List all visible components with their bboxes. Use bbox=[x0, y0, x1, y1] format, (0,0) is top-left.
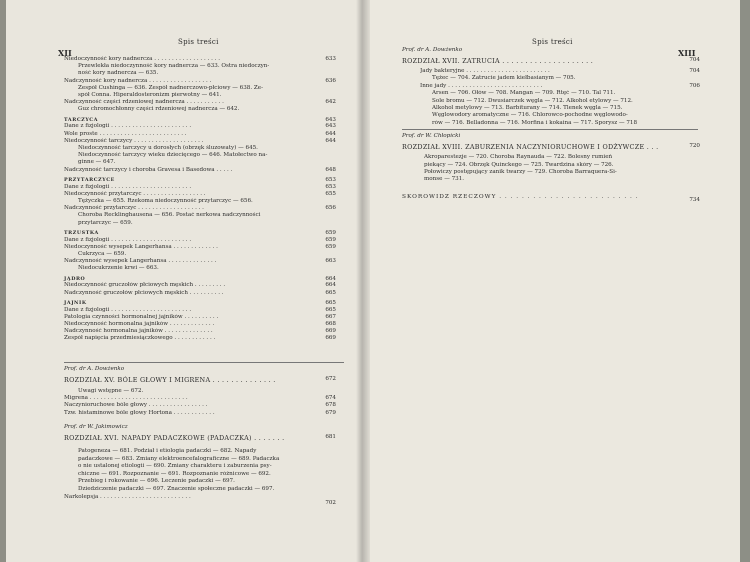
left-page bbox=[6, 0, 362, 562]
toc-line: Zespół Cushinga — 636. Zespół nadnerczowo-płciowy — 638. Ze- bbox=[78, 84, 263, 91]
toc-line: Dziedziczenie padaczki — 697. Znaczenie społeczne padaczki — 697. bbox=[78, 486, 275, 492]
toc-page-number: 659 bbox=[325, 243, 336, 250]
toc-section: TRZUSTKA bbox=[64, 229, 99, 236]
toc-line: Przewlekła niedoczynność kory nadnercza — 633. Ostra niedoczyn- bbox=[78, 63, 270, 70]
toc-line: Choroba Recklinghausena — 656. Postać nerkowa nadczynności bbox=[78, 212, 261, 219]
chapter-title: ROZDZIAŁ XVIII. ZABURZENIA NACZYNIORUCHOWE I ODŻYWCZE . . . bbox=[402, 143, 659, 152]
toc-page-number: 720 bbox=[689, 143, 700, 150]
toc-page-number: 643 bbox=[325, 116, 336, 123]
toc-line: Sole bromu — 712. Dwusiarczek węgla — 712. Alkohol etylowy — 712. bbox=[432, 97, 633, 104]
right-page-header: Spis treści bbox=[532, 38, 573, 46]
toc-line: Narkolepsja . . . . . . . . . . . . . . . . . . . . . . . . . . bbox=[64, 493, 191, 500]
toc-line: Tężyczka — 655. Rzekoma niedoczynność przytarczyc — 656. bbox=[78, 198, 253, 204]
toc-line: Patologia czynności hormonalnej jajników . . . . . . . . . . bbox=[64, 313, 219, 320]
toc-line: Niedoczynność gruczołów płciowych męskich . . . . . . . . . bbox=[64, 282, 226, 289]
chapter-rule bbox=[64, 362, 344, 363]
chapter-author: Prof. dr A. Dowżenko bbox=[64, 366, 125, 372]
toc-page-number: 667 bbox=[325, 313, 336, 320]
toc-line: Nadczynność wysepek Langerhansa . . . . . . . . . . . . . . bbox=[64, 258, 217, 265]
toc-page-number: 655 bbox=[325, 190, 336, 197]
toc-line: o nie ustalonej etiologii — 690. Zmiany charakteru i zaburzenia psy- bbox=[78, 463, 272, 470]
toc-page-number: 665 bbox=[325, 306, 336, 313]
toc-line: Tzw. histaminowe bóle głowy Hortona . . . . . . . . . . . . bbox=[64, 409, 215, 416]
toc-line: Niedoczynność kory nadnercza . . . . . . . . . . . . . . . . . . . bbox=[64, 56, 220, 62]
toc-page-number: 653 bbox=[325, 183, 336, 190]
toc-page-number: 648 bbox=[325, 166, 336, 173]
toc-line: rów — 716. Belladonna — 716. Morfina i kokaina — 717. Sporysz — 718 bbox=[432, 119, 638, 126]
left-page-number: XII bbox=[58, 48, 72, 58]
toc-line: Jady bakteryjne . . . . . . . . . . . . . . . . . . . . . . . . bbox=[420, 68, 550, 74]
toc-line: Nadczynność gruczołów płciowych męskich . . . . . . . . . . bbox=[64, 289, 224, 296]
toc-line: Wole proste . . . . . . . . . . . . . . . . . . . . . . . . . bbox=[64, 130, 187, 137]
toc-line: padaczkowe — 683. Zmiany elektroencefalograficzne — 689. Padaczka bbox=[78, 455, 280, 462]
toc-line: Zespół napięcia przedmiesiączkowego . . . . . . . . . . . . bbox=[64, 335, 216, 342]
toc-line: Dane z fizjologii . . . . . . . . . . . . . . . . . . . . . . . bbox=[64, 183, 192, 190]
toc-page-number: 644 bbox=[325, 137, 336, 144]
toc-line: Alkohol metylowy — 713. Barbiturany — 714. Tlenek węgla — 715. bbox=[432, 105, 623, 111]
toc-page-number: 669 bbox=[325, 328, 336, 335]
toc-page-number: 644 bbox=[325, 130, 336, 137]
toc-page-number: 653 bbox=[325, 176, 336, 183]
chapter-title: ROZDZIAŁ XVI. NAPADY PADACZKOWE (PADACZKA) . . . . . . . bbox=[64, 434, 285, 442]
toc-line: monse — 731. bbox=[424, 176, 465, 183]
toc-page-number: 681 bbox=[325, 434, 336, 440]
toc-page-number: 665 bbox=[325, 289, 336, 296]
toc-line: przytarczyc — 659. bbox=[78, 219, 133, 226]
right-page-number: XIII bbox=[678, 48, 696, 58]
toc-line: Niedoczynność wysepek Langerhansa . . . . . . . . . . . . . bbox=[64, 243, 218, 250]
toc-page-number: 704 bbox=[689, 57, 700, 63]
toc-page-number: 674 bbox=[325, 395, 336, 402]
chapter-author: Prof. dr W. Chłopicki bbox=[402, 133, 461, 140]
toc-page-number: 656 bbox=[325, 205, 336, 212]
toc-line: Niedoczynność tarczycy u dorosłych (obrzęk śluzowaty) — 645. bbox=[78, 145, 258, 151]
toc-page-number: 643 bbox=[325, 123, 336, 130]
toc-page-number: 636 bbox=[325, 77, 336, 84]
toc-line: Dane z fizjologii . . . . . . . . . . . . . . . . . . . . . . . bbox=[64, 306, 192, 313]
toc-line: Akroparestezje — 720. Choroba Raynauda — 722. Bolesny rumień bbox=[424, 154, 613, 161]
toc-line: Niedoczynność tarczycy . . . . . . . . . . . . . . . . . . . . bbox=[64, 137, 204, 144]
toc-line: Połowiczy postępujący zanik twarzy — 729. Choroba Barraquera-Si- bbox=[424, 169, 617, 175]
toc-page-number: 664 bbox=[325, 282, 336, 289]
toc-line: chiczne — 691. Rozpoznanie — 691. Rozpoznanie różnicowe — 692. bbox=[78, 470, 271, 477]
toc-line: Cukrzyca — 659. bbox=[78, 251, 127, 257]
toc-page-number: 706 bbox=[689, 82, 700, 89]
toc-line: Migrena . . . . . . . . . . . . . . . . . . . . . . . . . . . . bbox=[64, 395, 188, 402]
chapter-rule bbox=[402, 129, 698, 130]
index-entry: SKOROWIDZ RZECZOWY . . . . . . . . . . . . . . . . . . . . . . . . . bbox=[402, 193, 639, 200]
toc-line: Nadczynność hormonalna jajników . . . . . . . . . . . . . . bbox=[64, 328, 213, 335]
right-page bbox=[362, 0, 740, 562]
toc-line: Przebieg i rokowanie — 696. Leczenie padaczki — 697. bbox=[78, 478, 235, 485]
toc-section: JAJNIK bbox=[64, 299, 87, 306]
toc-section: JĄDRO bbox=[64, 275, 86, 282]
toc-line: Tężec — 704. Zatrucie jadem kiełbasianym — 705. bbox=[432, 75, 576, 82]
toc-line: Dane z fizjologii . . . . . . . . . . . . . . . . . . . . . . . bbox=[64, 123, 192, 130]
toc-page-number: 678 bbox=[325, 402, 336, 409]
toc-page-number: 679 bbox=[325, 409, 336, 416]
left-page-header: Spis treści bbox=[178, 38, 219, 46]
book-gutter bbox=[356, 0, 370, 562]
toc-section: TARCZYCA bbox=[64, 116, 99, 123]
toc-line: Niedoczynność tarczycy wieku dziecięcego — 646. Matołectwo na- bbox=[78, 152, 268, 159]
toc-line: Niedocukrzenie krwi — 663. bbox=[78, 265, 159, 272]
toc-line: Nadczynność części rdzeniowej nadnercza . . . . . . . . . . . bbox=[64, 99, 224, 106]
toc-line: Nadczynność przytarczyc . . . . . . . . . . . . . . . . . . . bbox=[64, 205, 204, 212]
toc-page-number: 672 bbox=[325, 376, 336, 382]
toc-page-number: 663 bbox=[325, 258, 336, 265]
toc-line: Naczynioruchowe bóle głowy . . . . . . . . . . . . . . . . . bbox=[64, 402, 208, 409]
toc-line: Niedoczynność przytarczyc . . . . . . . . . . . . . . . . . . bbox=[64, 190, 206, 197]
toc-line: Węglowodory aromatyczne — 716. Chlorowco-pochodne węglowodo- bbox=[432, 112, 628, 119]
toc-line: ginne — 647. bbox=[78, 159, 116, 166]
toc-line: Dane z fizjologii . . . . . . . . . . . . . . . . . . . . . . . bbox=[64, 236, 192, 243]
toc-line: Inne jady . . . . . . . . . . . . . . . . . . . . . . . . . . . bbox=[420, 82, 543, 89]
toc-line: piekący — 724. Obrzęk Quinckego — 725. Twardzina skóry — 726. bbox=[424, 161, 614, 168]
toc-page-number: 702 bbox=[325, 499, 336, 506]
chapter-author: Prof. dr A. Dowżenko bbox=[402, 47, 463, 53]
toc-page-number: 642 bbox=[325, 99, 336, 106]
toc-line: Nadczynność tarczycy i choroba Gravesa i Basedowa . . . . . bbox=[64, 166, 233, 173]
toc-line: spół Conna. Hiperaldosteronizm pierwotny — 641. bbox=[78, 92, 222, 98]
chapter-title: ROZDZIAŁ XVII. ZATRUCIA . . . . . . . . . . . . . . . . . . . . bbox=[402, 57, 594, 65]
toc-line: Arsen — 706. Ołów — 708. Mangan — 709. Rtęć — 710. Tal 711. bbox=[432, 90, 616, 97]
toc-section: PRZYTARCZYCE bbox=[64, 176, 115, 183]
book-cover-edge bbox=[740, 0, 750, 562]
chapter-author: Prof. dr W. Jakimowicz bbox=[64, 424, 128, 430]
toc-line: Niedoczynność hormonalna jajników . . . . . . . . . . . . . bbox=[64, 321, 215, 327]
toc-line: Guz chromochłonny części rdzeniowej nadnercza — 642. bbox=[78, 106, 240, 113]
toc-page-number: 669 bbox=[325, 335, 336, 342]
toc-line: Nadczynność kory nadnercza . . . . . . . . . . . . . . . . . . bbox=[64, 77, 212, 84]
toc-page-number: 664 bbox=[325, 275, 336, 282]
toc-page-number: 659 bbox=[325, 229, 336, 236]
toc-page-number: 659 bbox=[325, 236, 336, 243]
toc-page-number: 734 bbox=[689, 196, 700, 203]
toc-page-number: 668 bbox=[325, 321, 336, 327]
toc-page-number: 704 bbox=[689, 68, 700, 74]
toc-line: Patogeneza — 681. Podział i etiologia padaczki — 682. Napady bbox=[78, 448, 257, 454]
chapter-title: ROZDZIAŁ XV. BÓLE GŁOWY I MIGRENA . . . . . . . . . . . . . . bbox=[64, 376, 276, 384]
toc-page-number: 665 bbox=[325, 299, 336, 306]
toc-line: ność kory nadnercza — 635. bbox=[78, 70, 159, 77]
toc-line: Uwagi wstępne — 672. bbox=[78, 388, 144, 394]
toc-page-number: 633 bbox=[325, 56, 336, 62]
